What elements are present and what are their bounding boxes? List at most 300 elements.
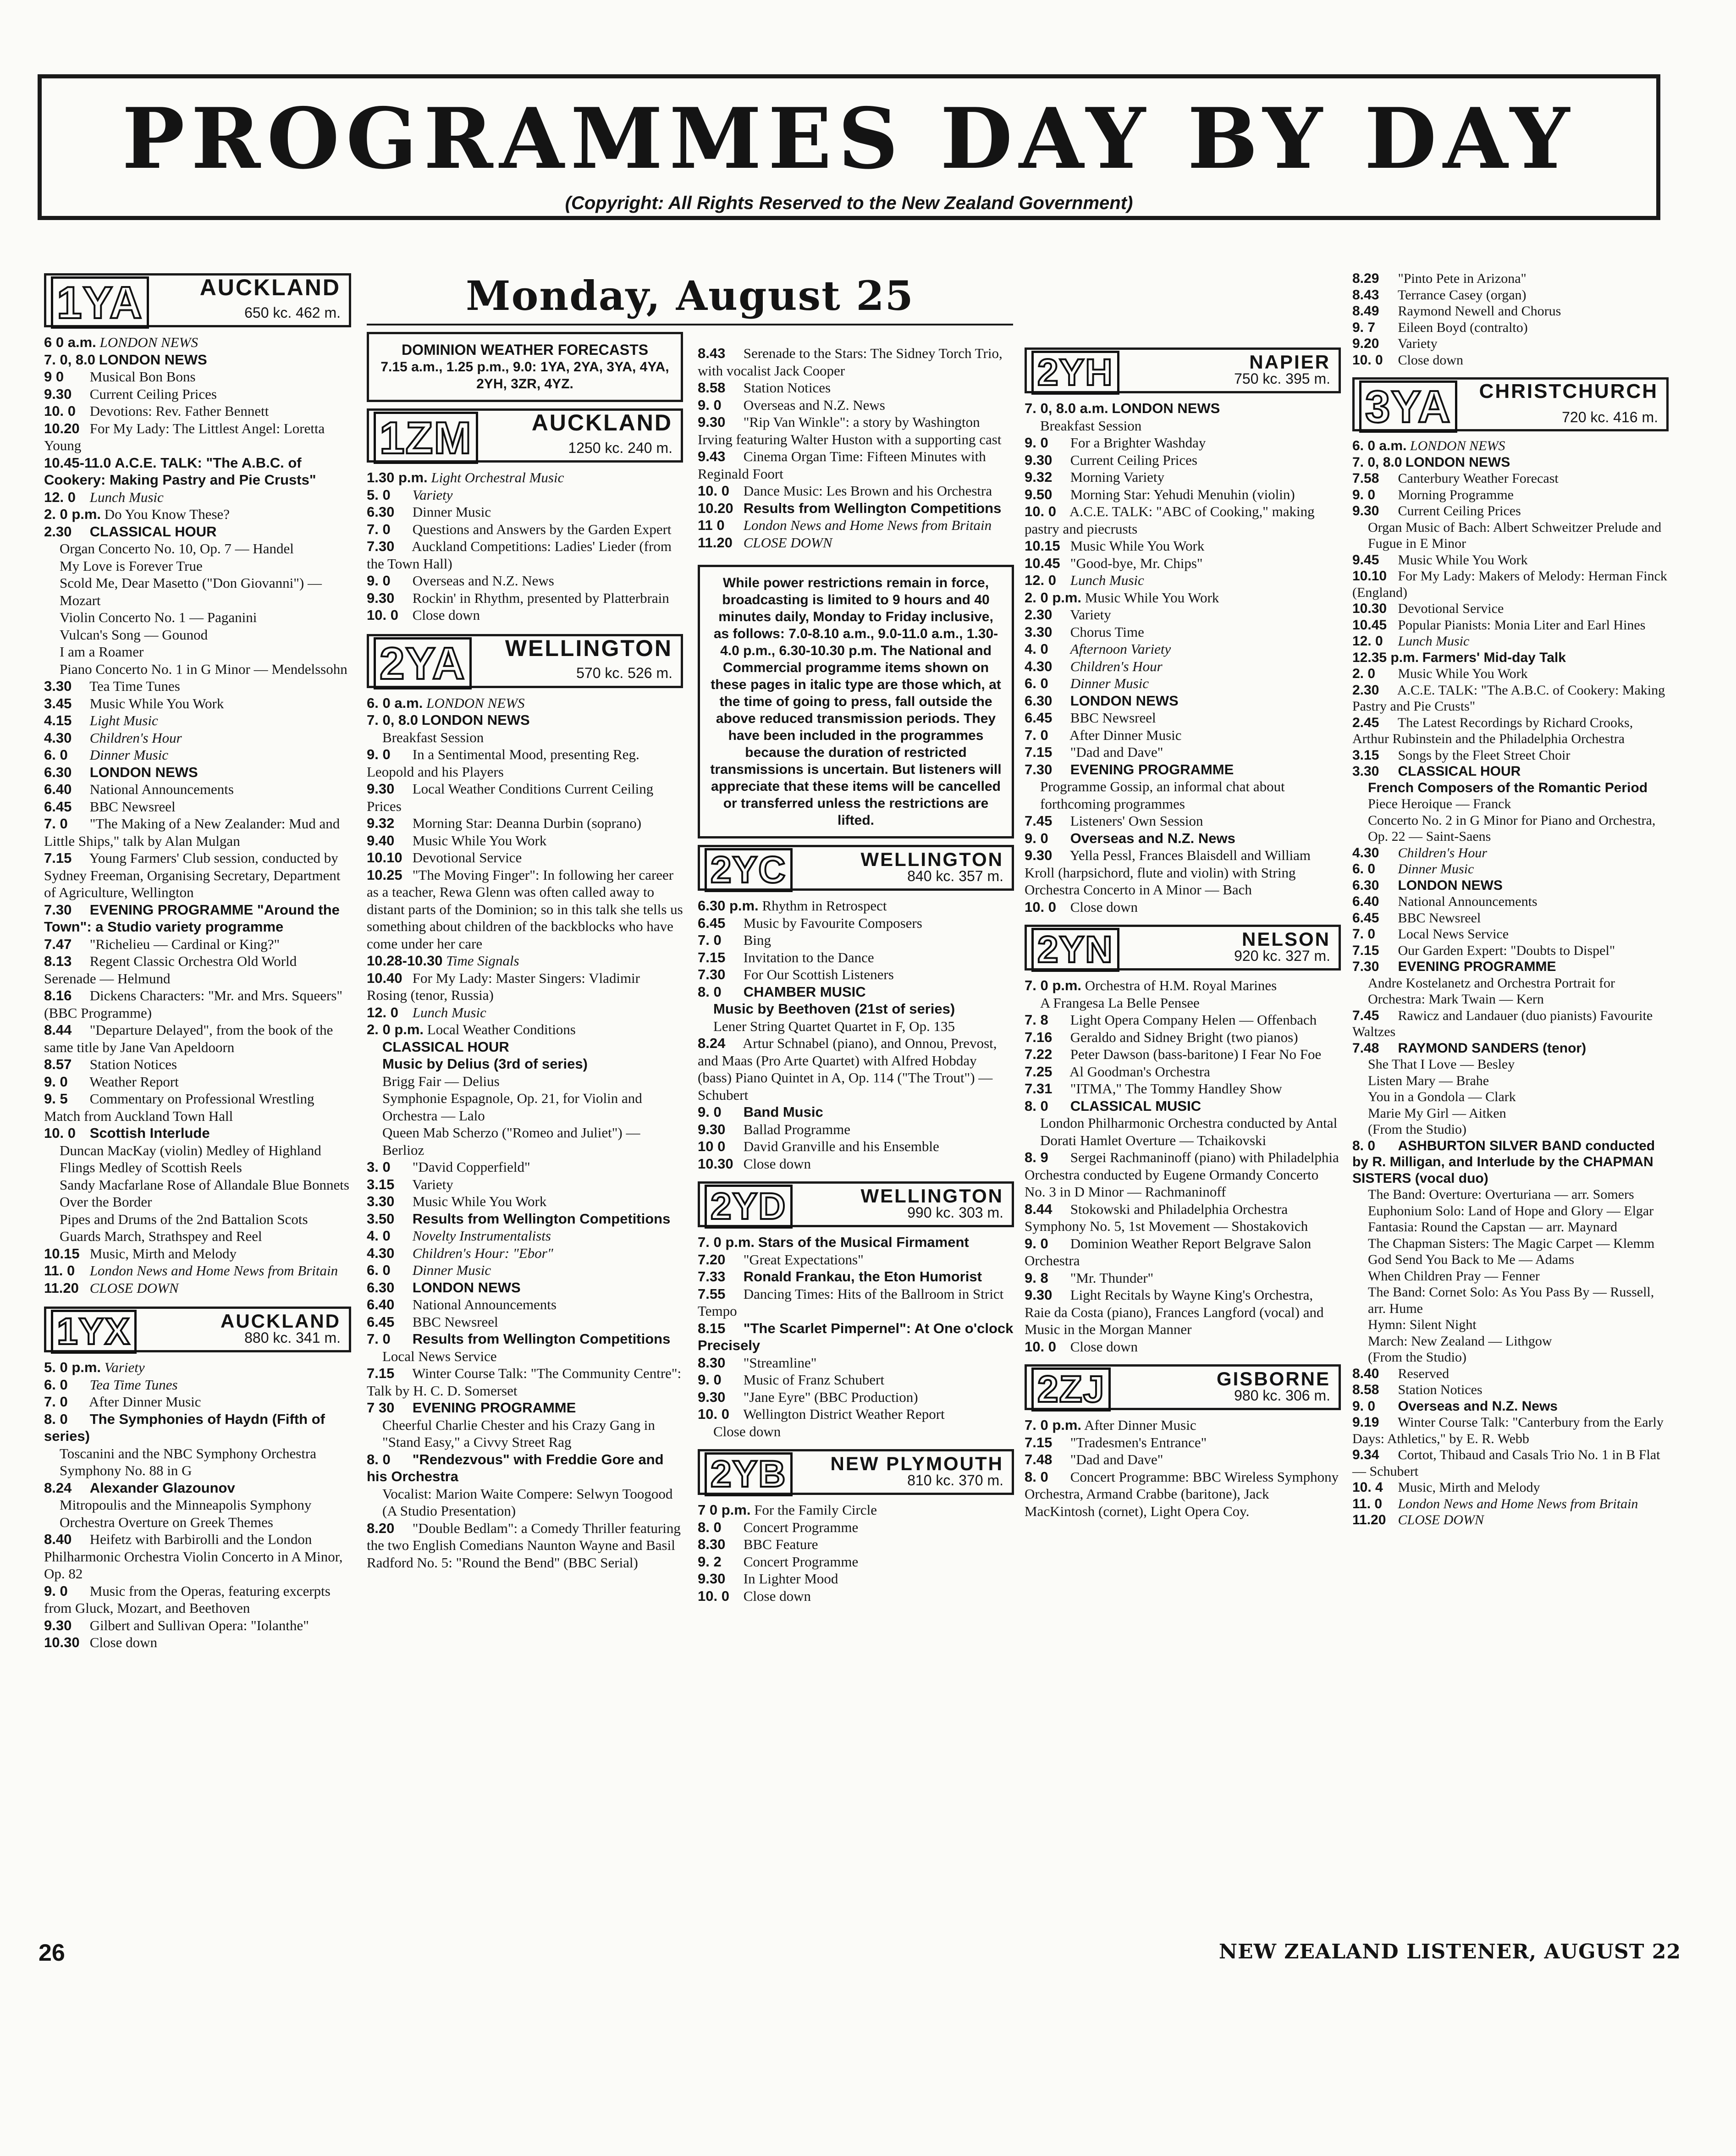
programme-title: CLOSE DOWN bbox=[89, 1279, 179, 1296]
programme-time: 6. 0 bbox=[367, 1262, 391, 1278]
page-title: PROGRAMMES DAY BY DAY bbox=[121, 89, 1576, 187]
programme-entry bbox=[1352, 1219, 1669, 1235]
programme-title: LONDON NEWS bbox=[1398, 877, 1503, 893]
programme-entry bbox=[698, 1035, 1014, 1103]
programme-time: 9.30 bbox=[367, 590, 395, 606]
programme-title: Afternoon Variety bbox=[1070, 641, 1171, 657]
programme-title: London News and Home News from Britain bbox=[743, 517, 992, 533]
programme-entry bbox=[44, 574, 351, 609]
programme-entry bbox=[1025, 1011, 1341, 1029]
programme-time: 5. 0 bbox=[367, 486, 391, 503]
programme-time: 2.30 bbox=[1352, 682, 1379, 698]
station-frequency: 980 kc. 306 m. bbox=[1234, 1387, 1330, 1404]
programme-entry bbox=[698, 1354, 1014, 1372]
programme-title: Dinner Music bbox=[1070, 675, 1149, 691]
programme-entry bbox=[1025, 1434, 1341, 1451]
programme-entry bbox=[44, 351, 351, 369]
programme-time: 7.30 bbox=[1352, 959, 1379, 974]
programme-title: Close down bbox=[713, 1423, 781, 1439]
programme-time: 8.30 bbox=[698, 1536, 726, 1552]
programme-title: Light Orchestral Music bbox=[431, 469, 564, 485]
programme-time: 9.30 bbox=[698, 1121, 726, 1137]
programme-time: 7. 0 bbox=[44, 816, 68, 832]
programme-title: "Good-bye, Mr. Chips" bbox=[1070, 555, 1203, 571]
programme-entry bbox=[698, 345, 1014, 379]
programme-time: 8.43 bbox=[698, 345, 726, 361]
programme-title: Dinner Music bbox=[412, 1262, 491, 1278]
programme-title: Morning Programme bbox=[1398, 487, 1514, 502]
programme-title: BBC Newsreel bbox=[89, 798, 176, 815]
programme-entry bbox=[1352, 893, 1669, 910]
programme-entry bbox=[1352, 1203, 1669, 1219]
programme-time: 4.30 bbox=[1025, 658, 1053, 674]
programme-entry bbox=[44, 454, 351, 489]
programme-title: Music While You Work bbox=[89, 695, 224, 711]
programme-title: Close down bbox=[1398, 352, 1463, 368]
programme-entry bbox=[44, 987, 351, 1021]
programme-entry bbox=[44, 1211, 351, 1245]
programme-entry bbox=[1352, 270, 1669, 287]
programme-time: 2. 0 p.m. bbox=[367, 1021, 424, 1037]
programme-title: Andre Kostelanetz and Orchestra Portrait for Orchestra: Mark Twain — Kern bbox=[1368, 975, 1615, 1007]
programme-title: Devotional Service bbox=[1398, 601, 1504, 616]
programme-entry bbox=[1352, 503, 1669, 519]
programme-entry bbox=[44, 953, 351, 987]
station-header-2yd bbox=[698, 1181, 1014, 1227]
programme-entry bbox=[1352, 975, 1669, 1008]
programme-list-2ya bbox=[367, 695, 683, 1572]
programme-time: 10.25 bbox=[367, 866, 402, 883]
programme-time: 8. 0 bbox=[1025, 1468, 1048, 1485]
programme-title: CLASSICAL MUSIC bbox=[1070, 1097, 1201, 1114]
programme-entry bbox=[698, 1103, 1014, 1121]
programme-entry bbox=[1025, 1417, 1341, 1434]
programme-time: 12.35 p.m. bbox=[1352, 650, 1419, 665]
programme-time: 10.30 bbox=[698, 1155, 733, 1172]
programme-time: 10. 4 bbox=[1352, 1480, 1383, 1495]
programme-time: 2. 0 p.m. bbox=[44, 506, 101, 522]
programme-title: "Departure Delayed", from the book of the same title by Jane Van Apeldoorn bbox=[44, 1022, 333, 1055]
programme-time: 2.30 bbox=[44, 523, 72, 540]
programme-entry bbox=[1352, 1073, 1669, 1089]
programme-time: 1.30 p.m. bbox=[367, 469, 428, 485]
programme-time: 5. 0 p.m. bbox=[44, 1359, 101, 1375]
programme-time: 8.29 bbox=[1352, 271, 1379, 286]
programme-entry bbox=[1025, 1114, 1341, 1149]
programme-time: 10. 0 bbox=[698, 1406, 729, 1422]
programme-title: Invitation to the Dance bbox=[743, 949, 874, 965]
programme-entry bbox=[44, 1445, 351, 1479]
programme-title: Tea Time Tunes bbox=[89, 678, 180, 694]
copyright-notice: (Copyright: All Rights Reserved to the New Zealand Government) bbox=[565, 193, 1133, 213]
programme-title: Overseas and N.Z. News bbox=[1398, 1398, 1558, 1414]
programme-entry bbox=[367, 1520, 683, 1572]
programme-time: 7. 0, 8.0 bbox=[44, 351, 96, 368]
station-header-1ya bbox=[44, 273, 351, 327]
programme-title: "Double Bedlam": a Comedy Thriller featuring the two English Comedians Naunton Wayne and Basil Radford No. 5: "Round the Bend" (BBC Serial) bbox=[367, 1520, 681, 1571]
programme-title: Close down bbox=[1070, 1338, 1138, 1355]
programme-title: LONDON NEWS bbox=[1405, 454, 1510, 470]
programme-entry bbox=[367, 832, 683, 849]
programme-entry bbox=[367, 1176, 683, 1193]
programme-entry bbox=[1352, 568, 1669, 601]
programme-time: 3. 0 bbox=[367, 1159, 391, 1175]
programme-title: Weather Report bbox=[89, 1073, 179, 1090]
programme-title: Commentary on Professional Wrestling Match from Auckland Town Hall bbox=[44, 1091, 314, 1124]
programme-entry bbox=[1352, 303, 1669, 320]
programme-entry bbox=[367, 590, 683, 607]
callsign: 2ZJ bbox=[1031, 1367, 1111, 1412]
programme-entry bbox=[1025, 537, 1341, 555]
programme-title: Piano Concerto No. 1 in G Minor — Mendelssohn bbox=[60, 661, 347, 677]
programme-entry bbox=[698, 500, 1014, 517]
programme-title: Yella Pessl, Frances Blaisdell and William Kroll (harpsichord, flute and violin) with String Orchestra Concerto in A Minor — Bach bbox=[1025, 847, 1311, 898]
power-restrictions-text: While power restrictions remain in force, broadcasting is limited to 9 hours and 40 minutes daily, Monday to Friday inclusive, as follows: 7.0-8.10 a.m., 9.0-11.0 a.m., 1.30-4.0 p.m., 6.30-10.30 p.m. The National and Commercial programme items shown on these pages in italic type are those which, at the time of going to press, fall outside the above reduced transmission periods. They have been included in the programmes because the duration of restricted transmissions is uncertain. But listeners will appreciate that these items will be cancelled or transferred unless the restrictions are lifted. bbox=[710, 575, 1002, 828]
programme-title: National Announcements bbox=[412, 1296, 557, 1312]
programme-entry bbox=[367, 538, 683, 572]
programme-title: Stokowski and Philadelphia Orchestra Symphony No. 5, 1st Movement — Shostakovich bbox=[1025, 1201, 1308, 1234]
programme-time: 7.33 bbox=[698, 1268, 726, 1285]
programme-title: Variety bbox=[1397, 336, 1438, 351]
programme-title: Music by Delius (3rd of series) bbox=[382, 1056, 588, 1072]
programme-title: Results from Wellington Competitions bbox=[412, 1331, 671, 1347]
programme-title: After Dinner Music bbox=[1069, 727, 1182, 743]
station-frequency: 720 kc. 416 m. bbox=[1562, 408, 1658, 425]
programme-time: 8.15 bbox=[698, 1320, 726, 1336]
programme-time: 8.16 bbox=[44, 987, 72, 1004]
programme-entry bbox=[44, 849, 351, 901]
programme-title: Station Notices bbox=[1398, 1382, 1482, 1397]
programme-time: 9.34 bbox=[1352, 1447, 1379, 1462]
programme-title: Our Garden Expert: "Doubts to Dispel" bbox=[1398, 943, 1615, 958]
programme-title: A.C.E. TALK: "The A.B.C. of Cookery: Making Pastry and Pie Crusts" bbox=[1352, 682, 1665, 714]
programme-title: Raymond Newell and Chorus bbox=[1398, 303, 1561, 319]
programme-entry bbox=[1025, 1286, 1341, 1338]
programme-title: Heifetz with Barbirolli and the London Philharmonic Orchestra Violin Concerto in A Minor, Op. 82 bbox=[44, 1531, 343, 1582]
programme-title: Vocalist: Marion Waite Compere: Selwyn Toogood (A Studio Presentation) bbox=[382, 1485, 673, 1519]
programme-entry bbox=[44, 1496, 351, 1531]
programme-title: Children's Hour bbox=[1398, 845, 1487, 860]
programme-time: 2.30 bbox=[1025, 607, 1053, 623]
programme-entry bbox=[1025, 623, 1341, 641]
programme-entry bbox=[44, 523, 351, 540]
programme-entry bbox=[1025, 1029, 1341, 1046]
programme-time: 7. 0 bbox=[367, 1331, 391, 1347]
programme-time: 2. 0 p.m. bbox=[1025, 589, 1082, 606]
programme-time: 9. 7 bbox=[1352, 320, 1376, 335]
programme-entry bbox=[367, 521, 683, 538]
programme-entry bbox=[367, 1330, 683, 1348]
programme-entry bbox=[698, 1553, 1014, 1571]
programme-time: 7.31 bbox=[1025, 1081, 1053, 1097]
programme-entry bbox=[1352, 601, 1669, 617]
programme-time: 4. 0 bbox=[367, 1228, 391, 1244]
programme-entry bbox=[1025, 434, 1341, 452]
programme-entry bbox=[1025, 830, 1341, 847]
programme-title: Breakfast Session bbox=[382, 729, 484, 745]
programme-title: In Lighter Mood bbox=[743, 1571, 838, 1587]
programme-title: Duncan MacKay (violin) Medley of Highland Flings Medley of Scottish Reels bbox=[60, 1142, 321, 1175]
programme-title: Concert Programme bbox=[743, 1519, 859, 1535]
publication-footer: NEW ZEALAND LISTENER, AUGUST 22 bbox=[1218, 1940, 1681, 1963]
programme-title: Piece Heroique — Franck bbox=[1368, 796, 1511, 811]
programme-title: Close down bbox=[89, 1634, 157, 1650]
programme-time: 6.30 bbox=[367, 504, 395, 520]
programme-title: Music of Franz Schubert bbox=[743, 1372, 885, 1388]
programme-title: For My Lady: The Littlest Angel: Loretta Young bbox=[44, 420, 325, 453]
programme-entry bbox=[1352, 1268, 1669, 1285]
programme-time: 9.20 bbox=[1352, 336, 1379, 351]
programme-title: "Mr. Thunder" bbox=[1070, 1269, 1154, 1286]
programme-title: For My Lady: Makers of Melody: Herman Finck (England) bbox=[1352, 568, 1667, 600]
programme-entry bbox=[44, 643, 351, 661]
programme-entry bbox=[367, 1193, 683, 1210]
programme-entry bbox=[698, 1251, 1014, 1268]
programme-title: "The Scarlet Pimpernel": At One o'clock Precisely bbox=[698, 1320, 1014, 1353]
programme-entry bbox=[44, 1125, 351, 1142]
programme-entry bbox=[1025, 589, 1341, 607]
programme-entry bbox=[1352, 1121, 1669, 1138]
programme-title: Farmers' Mid-day Talk bbox=[1422, 650, 1566, 665]
programme-entry bbox=[1352, 877, 1669, 894]
programme-title: The Chapman Sisters: The Magic Carpet — Klemm bbox=[1368, 1235, 1655, 1251]
programme-time: 11.20 bbox=[1352, 1512, 1386, 1527]
programme-title: Artur Schnabel (piano), and Onnou, Prevost, and Maas (Pro Arte Quartet) with Alfred Hobday (bass) Piano Quintet in A, Op. 114 ("The Trout") — Schubert bbox=[698, 1035, 997, 1103]
programme-title: Symphonie Espagnole, Op. 21, for Violin and Orchestra — Lalo bbox=[382, 1090, 642, 1124]
programme-time: 8. 0 bbox=[44, 1411, 68, 1427]
programme-entry bbox=[698, 897, 1014, 915]
programme-entry bbox=[1352, 845, 1669, 861]
programme-entry bbox=[1025, 994, 1341, 1012]
programme-title: The Symphonies of Haydn (Fifth of series) bbox=[44, 1411, 325, 1444]
programme-title: Station Notices bbox=[743, 380, 831, 396]
programme-entry bbox=[698, 983, 1014, 1001]
programme-entry bbox=[1352, 666, 1669, 682]
programme-entry bbox=[698, 1371, 1014, 1389]
station-frequency: 920 kc. 327 m. bbox=[1234, 947, 1330, 964]
callsign: 2YN bbox=[1031, 928, 1119, 972]
date-heading-block bbox=[367, 270, 1013, 325]
programme-time: 7.16 bbox=[1025, 1029, 1053, 1045]
programme-title: Overseas and N.Z. News bbox=[743, 397, 885, 413]
programme-time: 8.57 bbox=[44, 1056, 72, 1072]
programme-title: Dickens Characters: "Mr. and Mrs. Squeers" (BBC Programme) bbox=[44, 987, 343, 1021]
programme-entry bbox=[44, 1142, 351, 1176]
page-number: 26 bbox=[39, 1940, 65, 1966]
programme-time: 6.45 bbox=[367, 1313, 395, 1330]
programme-title: Dance Music: Les Brown and his Orchestra bbox=[743, 483, 992, 499]
programme-time: 6.30 bbox=[44, 764, 72, 780]
programme-title: LONDON NEWS bbox=[99, 334, 198, 350]
programme-entry bbox=[44, 936, 351, 953]
programme-entry bbox=[44, 1531, 351, 1583]
programme-time: 6. 0 bbox=[1352, 861, 1376, 877]
column-5 bbox=[1352, 270, 1669, 1528]
programme-title: Brigg Fair — Delius bbox=[382, 1073, 500, 1089]
programme-time: 9.30 bbox=[44, 1617, 72, 1633]
programme-time: 10. 0 bbox=[1025, 503, 1056, 519]
programme-entry bbox=[1025, 1269, 1341, 1287]
programme-title: Local News Service bbox=[1398, 926, 1509, 942]
programme-time: 6.30 p.m. bbox=[698, 898, 759, 914]
programme-entry bbox=[44, 368, 351, 386]
programme-entry bbox=[1352, 287, 1669, 303]
programme-time: 7.15 bbox=[44, 850, 72, 866]
programme-title: Variety bbox=[104, 1359, 145, 1375]
column-3 bbox=[698, 345, 1014, 1605]
station-header-2yb bbox=[698, 1449, 1014, 1495]
programme-entry bbox=[1352, 438, 1669, 454]
programme-title: For My Lady: Master Singers: Vladimir Rosing (tenor, Russia) bbox=[367, 970, 640, 1003]
station-header-2yh bbox=[1025, 347, 1341, 393]
programme-time: 10. 0 bbox=[698, 483, 729, 499]
programme-title: Serenade to the Stars: The Sidney Torch Trio, with vocalist Jack Cooper bbox=[698, 345, 1003, 379]
programme-time: 10.10 bbox=[367, 849, 402, 866]
programme-time: 7.48 bbox=[1352, 1040, 1379, 1056]
programme-entry bbox=[367, 469, 683, 486]
forecast-text: 7.15 a.m., 1.25 p.m., 9.0: 1YA, 2YA, 3YA, 4YA, 2YH, 3ZR, 4YZ. bbox=[380, 359, 669, 391]
programme-time: 7. 0 p.m. bbox=[698, 1234, 755, 1250]
programme-title: Concerto No. 2 in G Minor for Piano and Orchestra, Op. 22 — Saint-Saens bbox=[1368, 812, 1656, 844]
programme-title: (From the Studio) bbox=[1368, 1122, 1466, 1137]
callsign: 1YX bbox=[51, 1310, 137, 1354]
programme-title: "Jane Eyre" (BBC Production) bbox=[743, 1389, 918, 1405]
programme-entry bbox=[367, 1021, 683, 1038]
programme-entry bbox=[44, 815, 351, 849]
programme-title: Music While You Work bbox=[412, 1193, 547, 1209]
programme-time: 8.58 bbox=[698, 380, 726, 396]
programme-title: Cinema Organ Time: Fifteen Minutes with Reginald Foort bbox=[698, 448, 986, 482]
programme-title: CLASSICAL HOUR bbox=[1398, 764, 1521, 779]
programme-entry bbox=[1352, 861, 1669, 877]
masthead bbox=[38, 74, 1660, 220]
programme-time: 10. 0 bbox=[1025, 1338, 1056, 1355]
programme-time: 9. 0 bbox=[1352, 487, 1376, 502]
programme-title: In a Sentimental Mood, presenting Reg. Leopold and his Players bbox=[367, 746, 639, 780]
programme-title: Morning Variety bbox=[1070, 469, 1164, 485]
programme-entry bbox=[1352, 1366, 1669, 1382]
programme-entry bbox=[1025, 899, 1341, 916]
programme-entry bbox=[1352, 1496, 1669, 1512]
programme-title: Popular Pianists: Monia Liter and Earl Hines bbox=[1398, 617, 1646, 633]
programme-title: Light Music bbox=[89, 712, 158, 728]
programme-title: Morning Star: Deanna Durbin (soprano) bbox=[412, 815, 642, 831]
programme-title: "The Moving Finger": In following her career as a teacher, Rewa Glenn was often called away to distant parts of the Dominion; so in this talk she tells us something about children of the backblocks who have come under her care bbox=[367, 866, 683, 952]
programme-entry bbox=[1025, 1201, 1341, 1235]
programme-time: 9.30 bbox=[698, 1389, 726, 1405]
programme-entry bbox=[44, 386, 351, 403]
programme-entry bbox=[698, 1268, 1014, 1285]
programme-time: 9. 0 bbox=[44, 1583, 68, 1599]
programme-entry bbox=[1352, 336, 1669, 352]
programme-time: 7.15 bbox=[367, 1365, 395, 1381]
programme-entry bbox=[698, 1138, 1014, 1155]
programme-entry bbox=[44, 798, 351, 816]
programme-title: Variety bbox=[412, 486, 453, 503]
programme-time: 9.30 bbox=[1025, 847, 1053, 863]
programme-entry bbox=[367, 1245, 683, 1262]
programme-entry bbox=[698, 1519, 1014, 1536]
programme-entry bbox=[1025, 503, 1341, 537]
programme-title: Dancing Times: Hits of the Ballroom in Strict Tempo bbox=[698, 1285, 1004, 1319]
programme-entry bbox=[44, 1176, 351, 1211]
programme-time: 10.40 bbox=[367, 970, 402, 986]
programme-entry bbox=[1352, 352, 1669, 369]
programme-time: 7.22 bbox=[1025, 1046, 1053, 1062]
programme-title: Winter Course Talk: "Canterbury from the Early Days: Athletics," by E. R. Webb bbox=[1352, 1415, 1664, 1446]
programme-entry bbox=[1025, 606, 1341, 623]
programme-title: "Rip Van Winkle": a story by Washington Irving featuring Walter Huston with a supporting cast bbox=[698, 414, 1002, 447]
programme-entry bbox=[367, 1451, 683, 1485]
programme-title: "The Making of a New Zealander: Mud and Little Ships," talk by Alan Mulgan bbox=[44, 816, 340, 849]
programme-title: "Rendezvous" with Freddie Gore and his Orchestra bbox=[367, 1451, 664, 1484]
programme-entry bbox=[44, 1376, 351, 1394]
programme-title: Do You Know These? bbox=[104, 506, 230, 522]
programme-time: 9.40 bbox=[367, 832, 395, 849]
programme-time: 9. 2 bbox=[698, 1553, 722, 1570]
programme-entry bbox=[1352, 1089, 1669, 1105]
programme-title: National Announcements bbox=[1398, 894, 1538, 909]
programme-entry bbox=[367, 1417, 683, 1451]
programme-time: 9 0 bbox=[44, 369, 64, 385]
station-frequency: 810 kc. 370 m. bbox=[907, 1472, 1003, 1489]
programme-entry bbox=[698, 414, 1014, 448]
programme-time: 8.30 bbox=[698, 1354, 726, 1371]
programme-time: 10. 0 bbox=[44, 1125, 76, 1141]
programme-title: Sergei Rachmaninoff (piano) with Philadelphia Orchestra conducted by Eugene Ormandy Concerto No. 3 in D Minor — Rachmaninoff bbox=[1025, 1149, 1339, 1200]
programme-title: EVENING PROGRAMME bbox=[1070, 761, 1234, 777]
programme-time: 10.10 bbox=[1352, 568, 1387, 584]
programme-title: Fantasia: Round the Capstan — arr. Maynard bbox=[1368, 1219, 1618, 1235]
programme-entry bbox=[1352, 1056, 1669, 1073]
programme-time: 7.15 bbox=[1025, 744, 1053, 760]
programme-title: Reserved bbox=[1398, 1366, 1449, 1381]
programme-entry bbox=[1025, 1468, 1341, 1520]
programme-entry bbox=[367, 1073, 683, 1090]
programme-time: 7. 0, 8.0 a.m. bbox=[1025, 400, 1108, 416]
programme-entry bbox=[698, 517, 1014, 534]
programme-entry bbox=[367, 695, 683, 712]
programme-entry bbox=[44, 746, 351, 764]
programme-title: EVENING PROGRAMME bbox=[412, 1400, 576, 1416]
programme-time: 12. 0 bbox=[367, 1004, 398, 1020]
programme-list-1yx bbox=[44, 1359, 351, 1651]
programme-time: 7. 0 bbox=[44, 1394, 68, 1410]
programme-entry bbox=[44, 1262, 351, 1279]
programme-entry bbox=[698, 397, 1014, 414]
programme-title: Music While You Work bbox=[1085, 589, 1219, 606]
programme-time: 7.20 bbox=[698, 1251, 726, 1268]
programme-entry bbox=[1352, 1447, 1669, 1479]
programme-time: 8. 0 bbox=[1025, 1097, 1048, 1114]
programme-time: 7 30 bbox=[367, 1400, 395, 1416]
programme-time: 10. 0 bbox=[1025, 899, 1056, 915]
callsign: 2YH bbox=[1031, 351, 1119, 395]
programme-time: 7 0 p.m. bbox=[698, 1502, 751, 1518]
programme-title: National Announcements bbox=[89, 781, 234, 797]
programme-entry bbox=[1352, 910, 1669, 926]
programme-entry bbox=[367, 1399, 683, 1417]
station-city: GISBORNE bbox=[1216, 1368, 1330, 1390]
programme-time: 10.20 bbox=[698, 500, 733, 516]
station-city: NELSON bbox=[1241, 928, 1330, 950]
programme-time: 9. 0 bbox=[44, 1073, 68, 1090]
programme-title: Light Recitals by Wayne King's Orchestra, Raie da Costa (piano), Frances Langford (vocal) and Music in the Morgan Manner bbox=[1025, 1287, 1324, 1337]
programme-title: After Dinner Music bbox=[89, 1394, 201, 1410]
programme-title: Regent Classic Orchestra Old World Serenade — Helmund bbox=[44, 953, 297, 987]
station-header-2yc bbox=[698, 845, 1014, 891]
programme-title: Al Goodman's Orchestra bbox=[1069, 1063, 1210, 1080]
